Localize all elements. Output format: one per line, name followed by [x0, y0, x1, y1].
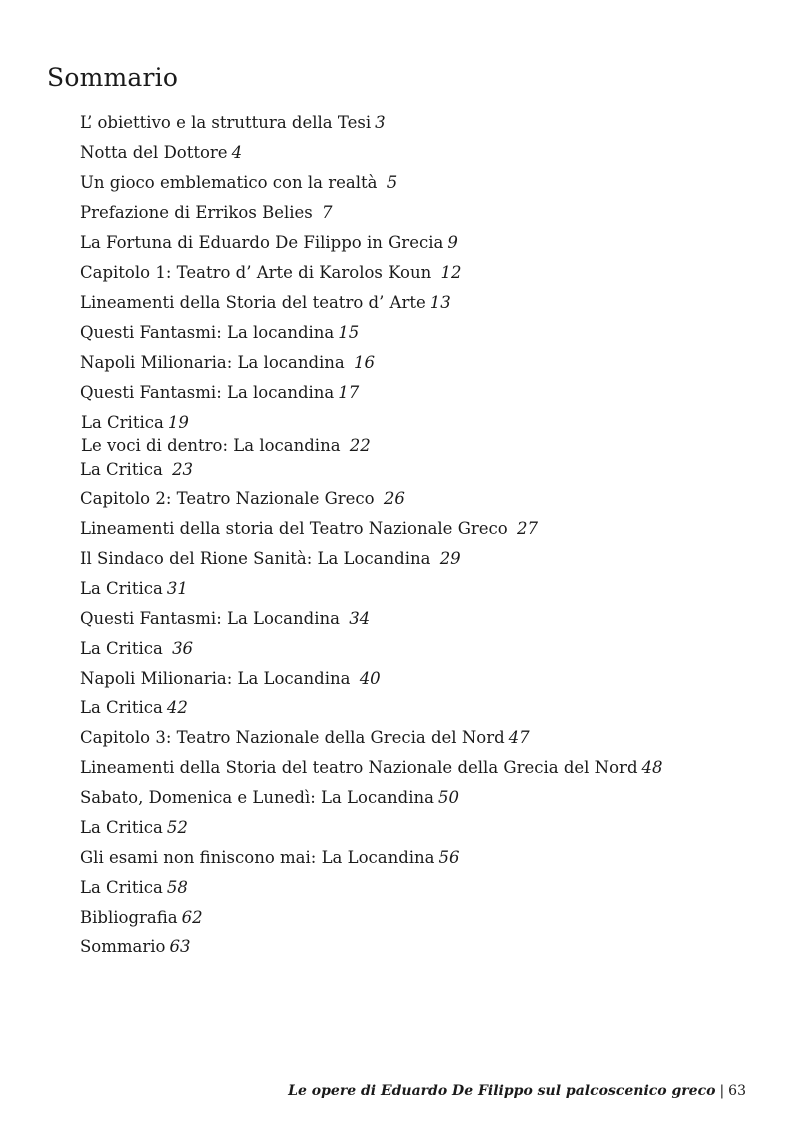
toc-entry — [80, 518, 538, 540]
toc-entry — [80, 172, 397, 194]
toc-entry-page: 19 — [167, 413, 189, 432]
toc-entry — [81, 412, 189, 434]
toc-entry — [80, 232, 458, 254]
page-footer — [288, 1083, 746, 1099]
toc-entry-title: Questi Fantasmi: La locandina — [80, 323, 335, 342]
toc-entry — [80, 638, 193, 660]
toc-entry-page: 16 — [354, 353, 376, 372]
toc-entry-title: La Critica — [80, 460, 169, 479]
toc-entry-page: 23 — [172, 460, 194, 479]
toc-entry-title: Questi Fantasmi: La locandina — [80, 383, 335, 402]
toc-entry-title: Il Sindaco del Rione Sanità: La Locandina — [80, 549, 436, 568]
toc-entry-title: L’ obiettivo e la struttura della Tesi — [80, 113, 372, 132]
toc-entry-page: 62 — [181, 908, 203, 927]
toc-entry-title: La Critica — [80, 698, 163, 717]
toc-entry-title: Capitolo 1: Teatro d’ Arte di Karolos Koun — [80, 263, 437, 282]
toc-entry-page: 22 — [349, 436, 371, 455]
toc-entry — [80, 459, 193, 481]
toc-entry-page: 7 — [322, 203, 333, 222]
toc-entry — [80, 877, 188, 899]
toc-entry — [80, 202, 333, 224]
toc-entry-title: Notta del Dottore — [80, 143, 228, 162]
toc-entry-title: Capitolo 3: Teatro Nazionale della Grecia del Nord — [80, 728, 505, 747]
toc-entry-title: Un gioco emblematico con la realtà — [80, 173, 383, 192]
toc-entry-title: Lineamenti della storia del Teatro Nazionale Greco — [80, 519, 513, 538]
toc-entry-title: Lineamenti della Storia del teatro d’ Arte — [80, 293, 426, 312]
toc-entry-page: 29 — [439, 549, 461, 568]
toc-entry-page: 5 — [386, 173, 398, 192]
toc-entry — [80, 907, 203, 929]
toc-entry — [80, 787, 459, 809]
toc-entry-page: 47 — [508, 728, 530, 747]
toc-entry — [80, 548, 461, 570]
toc-entry-title: La Fortuna di Eduardo De Filippo in Grecia — [80, 233, 444, 252]
footer-book-title: Le opere di Eduardo De Filippo sul palcoscenico greco — [288, 1083, 716, 1099]
toc-entry-page: 52 — [166, 818, 188, 837]
toc-entry — [80, 757, 663, 779]
toc-entry — [80, 817, 188, 839]
toc-entry-title: Bibliografia — [80, 908, 178, 927]
toc-entry-page: 40 — [359, 669, 381, 688]
toc-entry-title: Sabato, Domenica e Lunedì: La Locandina — [80, 788, 434, 807]
page-title: Sommario — [47, 62, 179, 92]
toc-entry-page: 63 — [169, 937, 191, 956]
toc-entry-title: La Critica — [80, 878, 163, 897]
toc-entry — [80, 292, 451, 314]
toc-entry-title: Le voci di dentro: La locandina — [81, 436, 346, 455]
footer-separator: | — [719, 1083, 725, 1099]
toc-entry — [80, 322, 359, 344]
toc-entry-page: 17 — [338, 383, 360, 402]
toc-entry-title: Napoli Milionaria: La locandina — [80, 353, 351, 372]
toc-entry-page: 50 — [437, 788, 459, 807]
toc-entry-page: 27 — [516, 519, 538, 538]
toc-entry — [80, 382, 359, 404]
toc-entry-page: 12 — [440, 263, 462, 282]
toc-entry — [80, 847, 460, 869]
toc-entry-title: La Critica — [81, 413, 164, 432]
toc-entry-title: La Critica — [80, 818, 163, 837]
toc-entry-page: 31 — [166, 579, 188, 598]
toc-entry — [80, 936, 190, 958]
toc-entry — [80, 578, 188, 600]
toc-entry-page: 56 — [438, 848, 460, 867]
toc-entry-page: 48 — [641, 758, 663, 777]
toc-entry-title: La Critica — [80, 639, 169, 658]
toc-entry — [80, 352, 375, 374]
toc-entry — [80, 727, 530, 749]
toc-entry — [80, 488, 405, 510]
toc-entry — [80, 262, 461, 284]
toc-entry — [80, 608, 370, 630]
toc-entry-page: 3 — [375, 113, 386, 132]
toc-entry-page: 58 — [166, 878, 188, 897]
toc-entry-title: Prefazione di Errikos Belies — [80, 203, 318, 222]
toc-entry-page: 15 — [338, 323, 360, 342]
toc-entry-title: Sommario — [80, 937, 166, 956]
toc-entry-page: 26 — [383, 489, 405, 508]
toc-entry-page: 9 — [447, 233, 458, 252]
toc-entry-title: Gli esami non finiscono mai: La Locandina — [80, 848, 435, 867]
toc-entry — [80, 112, 386, 134]
toc-entry — [81, 435, 371, 457]
toc-entry-title: Lineamenti della Storia del teatro Nazionale della Grecia del Nord — [80, 758, 638, 777]
toc-entry-page: 36 — [172, 639, 194, 658]
toc-entry-title: Questi Fantasmi: La Locandina — [80, 609, 346, 628]
toc-entry-page: 13 — [429, 293, 451, 312]
footer-page-number: 63 — [728, 1083, 746, 1099]
toc-entry-title: Capitolo 2: Teatro Nazionale Greco — [80, 489, 380, 508]
toc-entry — [80, 697, 188, 719]
toc-entry — [80, 142, 242, 164]
toc-entry-page: 4 — [231, 143, 243, 162]
toc-entry-page: 42 — [166, 698, 188, 717]
toc-entry-title: Napoli Milionaria: La Locandina — [80, 669, 356, 688]
toc-entry — [80, 668, 381, 690]
toc-entry-title: La Critica — [80, 579, 163, 598]
toc-entry-page: 34 — [349, 609, 371, 628]
